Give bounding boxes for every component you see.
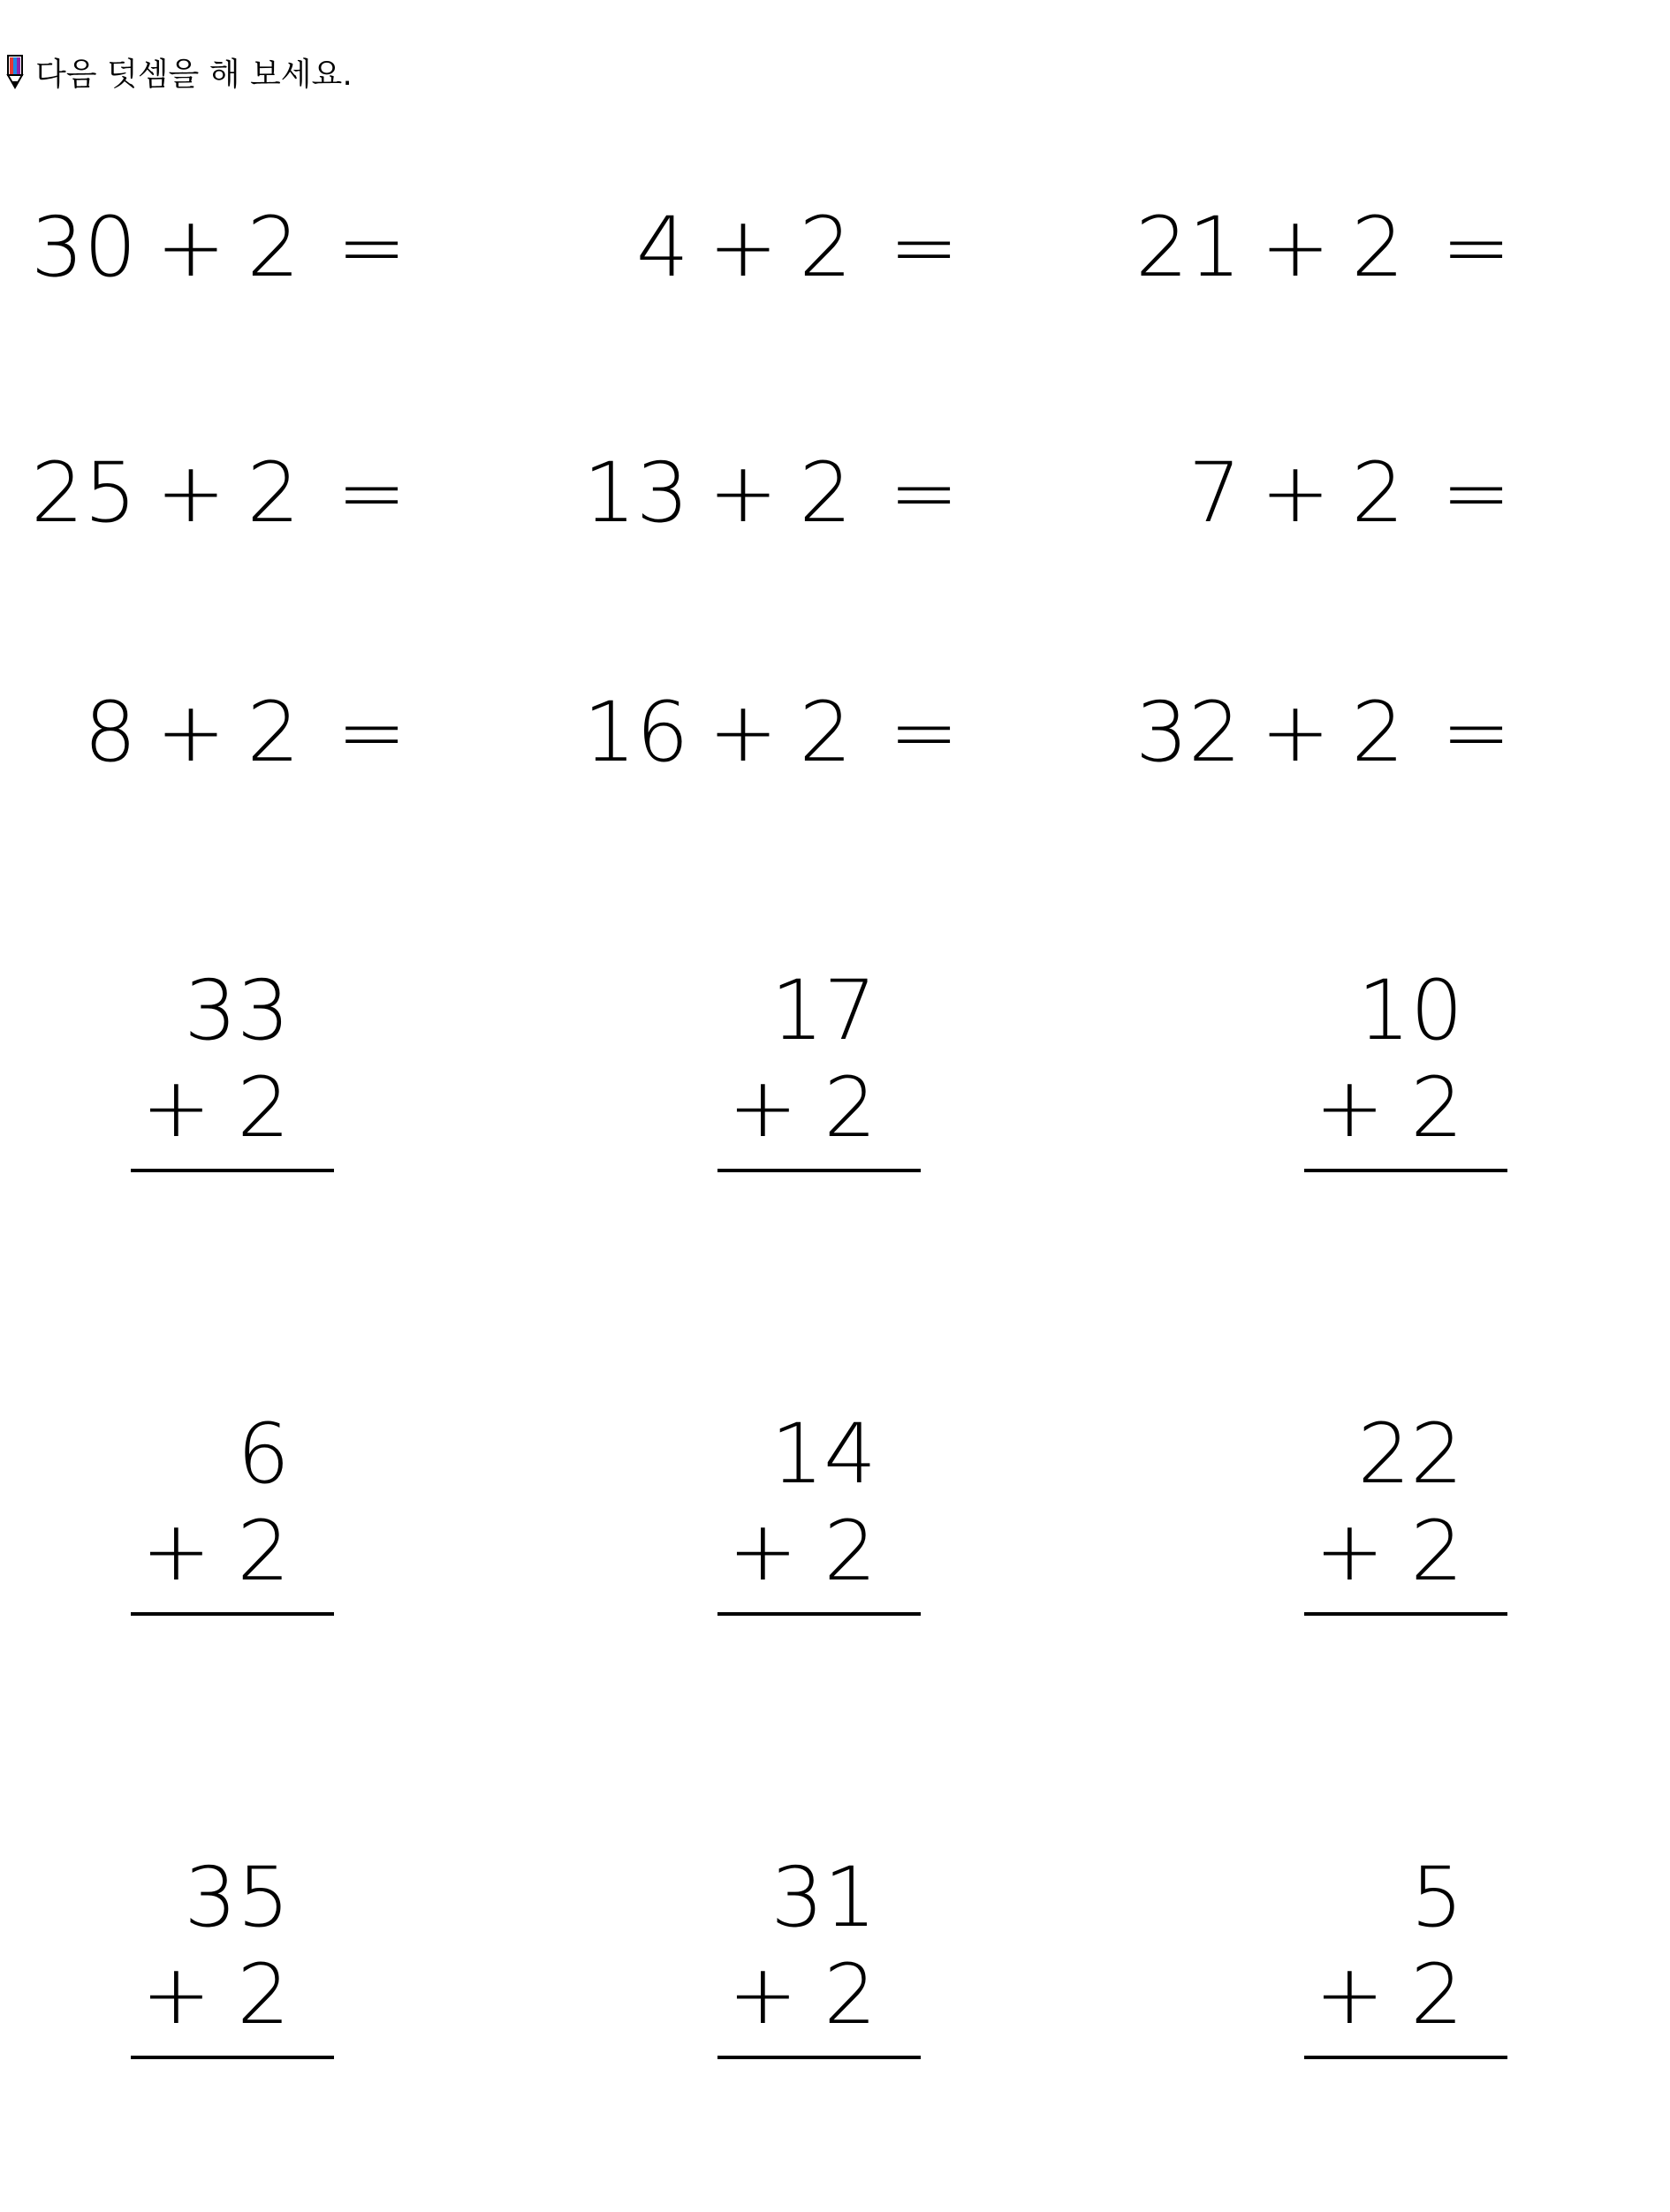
plus-sign: + <box>708 200 778 296</box>
vertical-problem <box>131 965 334 1172</box>
plus-sign: + <box>1315 1060 1385 1156</box>
bottom-row <box>1304 1949 1507 2042</box>
top-addend: 22 <box>1357 1406 1463 1503</box>
addend: 2 <box>799 445 853 542</box>
horizontal-row <box>0 200 1670 297</box>
plus-sign: + <box>141 1947 211 2043</box>
addend: 21 <box>1135 200 1241 296</box>
plus-sign: + <box>141 1504 211 1600</box>
equals-sign: = <box>337 200 406 296</box>
addend: 2 <box>247 200 300 296</box>
addend: 30 <box>31 200 137 296</box>
plus-sign: + <box>708 685 778 781</box>
answer-line <box>131 1169 334 1172</box>
answer-line <box>131 2056 334 2059</box>
addend: 2 <box>1351 445 1405 542</box>
equals-sign: = <box>1441 685 1511 781</box>
bottom-addend: 2 <box>237 1060 290 1156</box>
bottom-addend: 2 <box>824 1060 877 1156</box>
addend: 2 <box>247 445 300 542</box>
bottom-addend: 2 <box>237 1947 290 2043</box>
horizontal-problem <box>1069 445 1511 542</box>
addend: 4 <box>635 200 689 296</box>
horizontal-problem <box>0 685 406 782</box>
horizontal-row <box>0 445 1670 542</box>
equals-sign: = <box>889 445 959 542</box>
plus-sign: + <box>1260 685 1331 781</box>
addend: 8 <box>83 685 137 781</box>
plus-sign: + <box>728 1504 798 1600</box>
answer-line <box>1304 1612 1507 1616</box>
top-addend: 10 <box>1357 963 1463 1059</box>
plus-sign: + <box>1260 445 1331 542</box>
bottom-addend: 2 <box>237 1504 290 1600</box>
vertical-problem <box>717 1852 921 2059</box>
answer-line <box>1304 2056 1507 2059</box>
top-addend: 5 <box>1410 1850 1463 1946</box>
vertical-problem <box>131 1852 334 2059</box>
horizontal-problem <box>517 200 959 297</box>
instruction-text: 다음 덧셈을 해 보세요. <box>35 56 353 93</box>
horizontal-problem <box>0 445 406 542</box>
bottom-row <box>717 1062 921 1155</box>
plus-sign: + <box>156 200 226 296</box>
vertical-problem <box>717 965 921 1172</box>
pencil-icon <box>5 54 25 89</box>
equals-sign: = <box>889 200 959 296</box>
bottom-row <box>131 1505 334 1598</box>
bottom-addend: 2 <box>824 1947 877 2043</box>
equals-sign: = <box>337 445 406 542</box>
bottom-row <box>717 1505 921 1598</box>
horizontal-problem <box>517 685 959 782</box>
horizontal-row <box>0 685 1670 782</box>
bottom-addend: 2 <box>1410 1504 1463 1600</box>
vertical-problem <box>1304 1852 1507 2059</box>
bottom-row <box>1304 1505 1507 1598</box>
bottom-addend: 2 <box>1410 1060 1463 1156</box>
vertical-problem <box>717 1408 921 1616</box>
answer-line <box>717 1169 921 1172</box>
plus-sign: + <box>728 1947 798 2043</box>
bottom-row <box>717 1949 921 2042</box>
top-addend: 6 <box>237 1406 290 1503</box>
answer-line <box>717 1612 921 1616</box>
addend: 2 <box>1351 200 1405 296</box>
horizontal-problem <box>517 445 959 542</box>
addend: 32 <box>1135 685 1241 781</box>
top-addend: 17 <box>770 963 877 1059</box>
answer-line <box>131 1612 334 1616</box>
plus-sign: + <box>1260 200 1331 296</box>
addend: 2 <box>799 685 853 781</box>
bottom-row <box>131 1949 334 2042</box>
horizontal-problem <box>0 200 406 297</box>
plus-sign: + <box>156 685 226 781</box>
addend: 25 <box>31 445 137 542</box>
vertical-problem <box>131 1408 334 1616</box>
addend: 2 <box>799 200 853 296</box>
bottom-row <box>1304 1062 1507 1155</box>
top-addend: 33 <box>184 963 290 1059</box>
plus-sign: + <box>156 445 226 542</box>
bottom-addend: 2 <box>824 1504 877 1600</box>
answer-line <box>717 2056 921 2059</box>
addend: 7 <box>1188 445 1241 542</box>
plus-sign: + <box>708 445 778 542</box>
addend: 2 <box>1351 685 1405 781</box>
bottom-row <box>131 1062 334 1155</box>
instruction <box>5 49 353 94</box>
plus-sign: + <box>728 1060 798 1156</box>
plus-sign: + <box>1315 1947 1385 2043</box>
vertical-problem <box>1304 965 1507 1172</box>
answer-line <box>1304 1169 1507 1172</box>
top-addend: 14 <box>770 1406 877 1503</box>
equals-sign: = <box>1441 445 1511 542</box>
horizontal-problem <box>1069 200 1511 297</box>
addend: 13 <box>583 445 689 542</box>
equals-sign: = <box>1441 200 1511 296</box>
horizontal-problem <box>1069 685 1511 782</box>
plus-sign: + <box>1315 1504 1385 1600</box>
top-addend: 35 <box>184 1850 290 1946</box>
vertical-problem <box>1304 1408 1507 1616</box>
addend: 2 <box>247 685 300 781</box>
top-addend: 31 <box>770 1850 877 1946</box>
plus-sign: + <box>141 1060 211 1156</box>
equals-sign: = <box>337 685 406 781</box>
bottom-addend: 2 <box>1410 1947 1463 2043</box>
equals-sign: = <box>889 685 959 781</box>
addend: 16 <box>583 685 689 781</box>
